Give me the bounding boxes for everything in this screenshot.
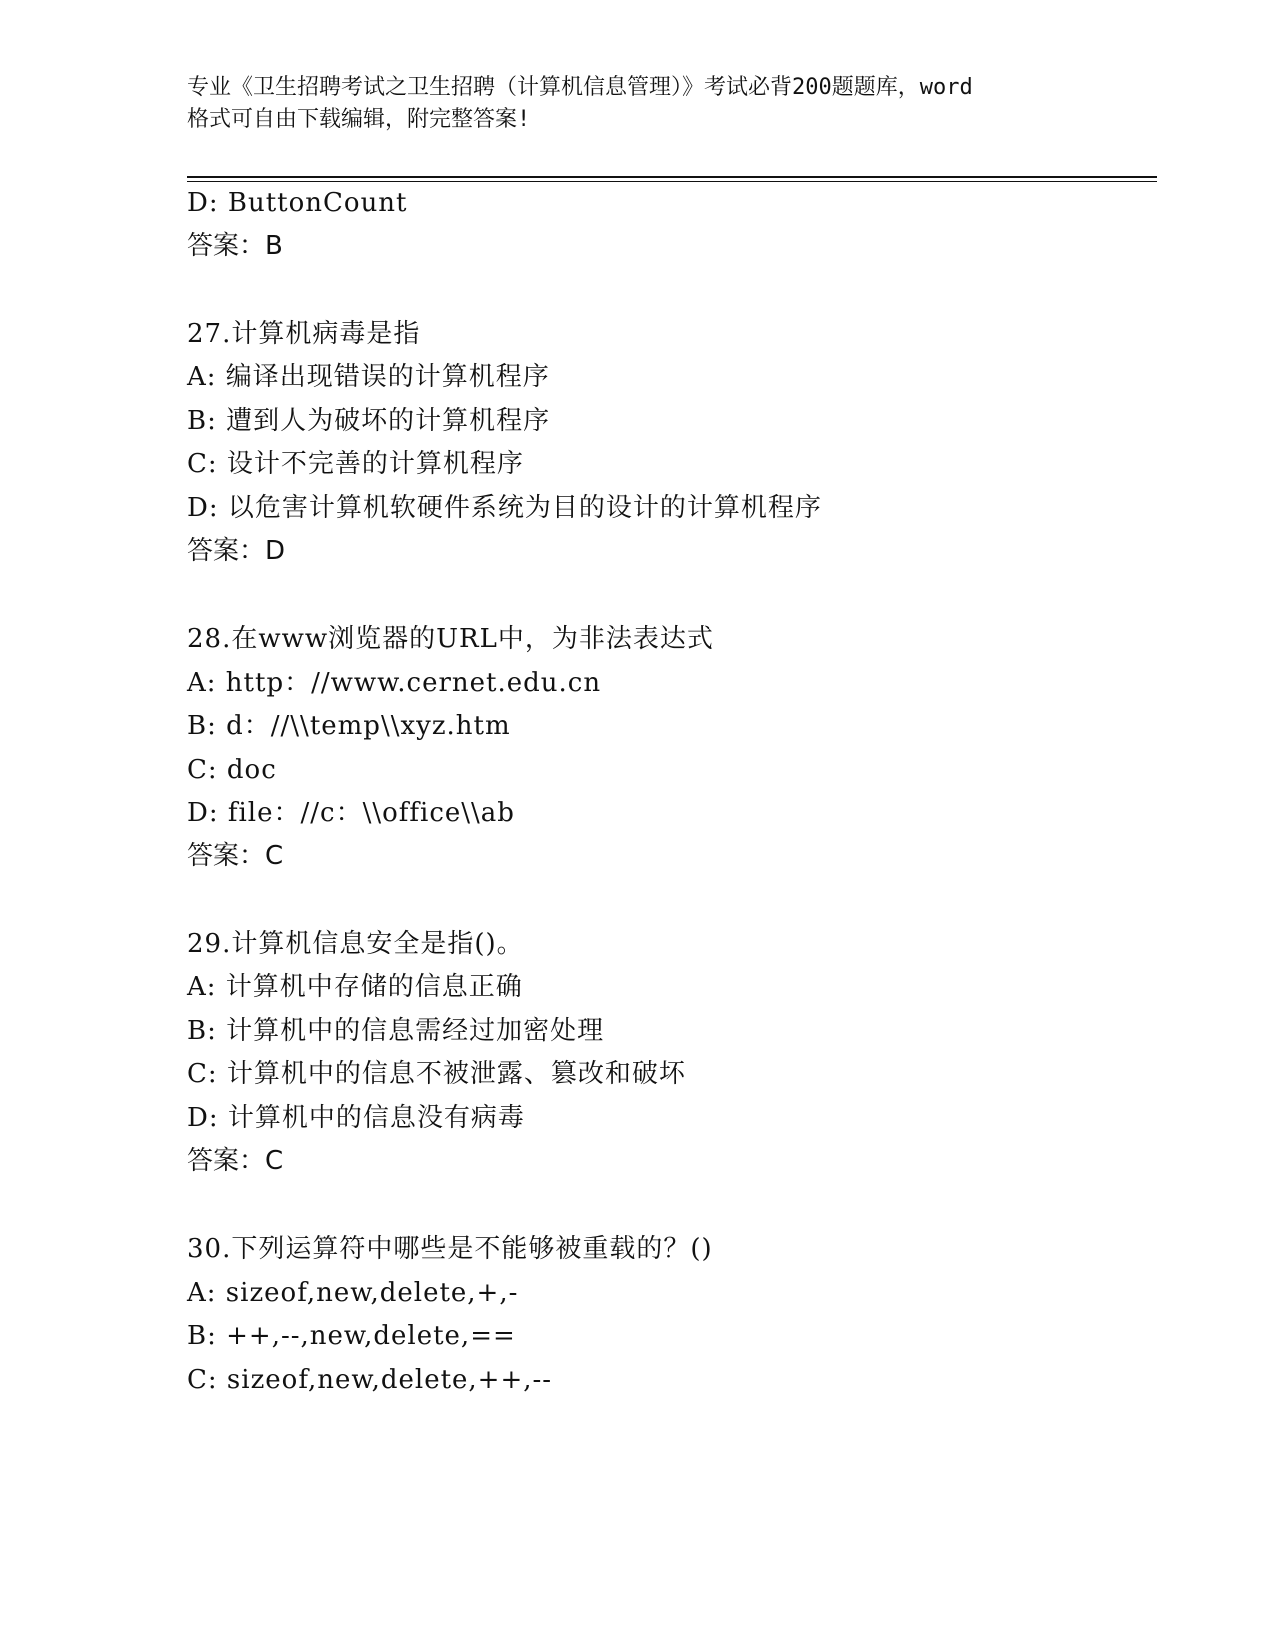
q28-question: 28.在www浏览器的URL中，为非法表达式 [187,624,714,654]
q29-answer: 答案：C [187,1146,284,1176]
q28-option-c: C: doc [187,755,277,785]
q30-option-c: C: sizeof,new,delete,++,-- [187,1365,553,1395]
q29-option-b: B: 计算机中的信息需经过加密处理 [187,1016,605,1046]
q30-option-a: A: sizeof,new,delete,+,- [187,1278,519,1308]
q29-option-c: C: 计算机中的信息不被泄露、篡改和破坏 [187,1059,686,1089]
q27-option-d: D: 以危害计算机软硬件系统为目的设计的计算机程序 [187,493,822,523]
q27-option-b: B: 遭到人为破坏的计算机程序 [187,406,551,436]
prev-option-d: D: ButtonCount [187,188,408,218]
q29-option-a: A: 计算机中存储的信息正确 [187,972,523,1002]
q27-option-a: A: 编译出现错误的计算机程序 [187,362,550,392]
header-line-1: 专业《卫生招聘考试之卫生招聘（计算机信息管理）》考试必背200题题库，word [187,75,973,100]
q27-option-c: C: 设计不完善的计算机程序 [187,449,524,479]
q29-question: 29.计算机信息安全是指()。 [187,929,524,959]
q28-option-d: D: file：//c：\\office\\ab [187,798,515,828]
header-rule-thin [187,181,1157,182]
q30-option-b: B: ++,--,new,delete,== [187,1321,516,1351]
q30-question: 30.下列运算符中哪些是不能够被重载的？() [187,1234,713,1264]
q28-answer: 答案：C [187,841,284,871]
q27-answer: 答案：D [187,536,286,566]
document-header [187,72,1087,136]
q28-option-a: A: http：//www.cernet.edu.cn [187,668,602,698]
prev-answer: 答案：B [187,231,283,261]
q27-question: 27.计算机病毒是指 [187,319,421,349]
q28-option-b: B: d：//\\temp\\xyz.htm [187,711,511,741]
header-line-2: 格式可自由下载编辑，附完整答案! [187,107,531,132]
header-rule-thick [187,176,1157,178]
q29-option-d: D: 计算机中的信息没有病毒 [187,1103,525,1133]
